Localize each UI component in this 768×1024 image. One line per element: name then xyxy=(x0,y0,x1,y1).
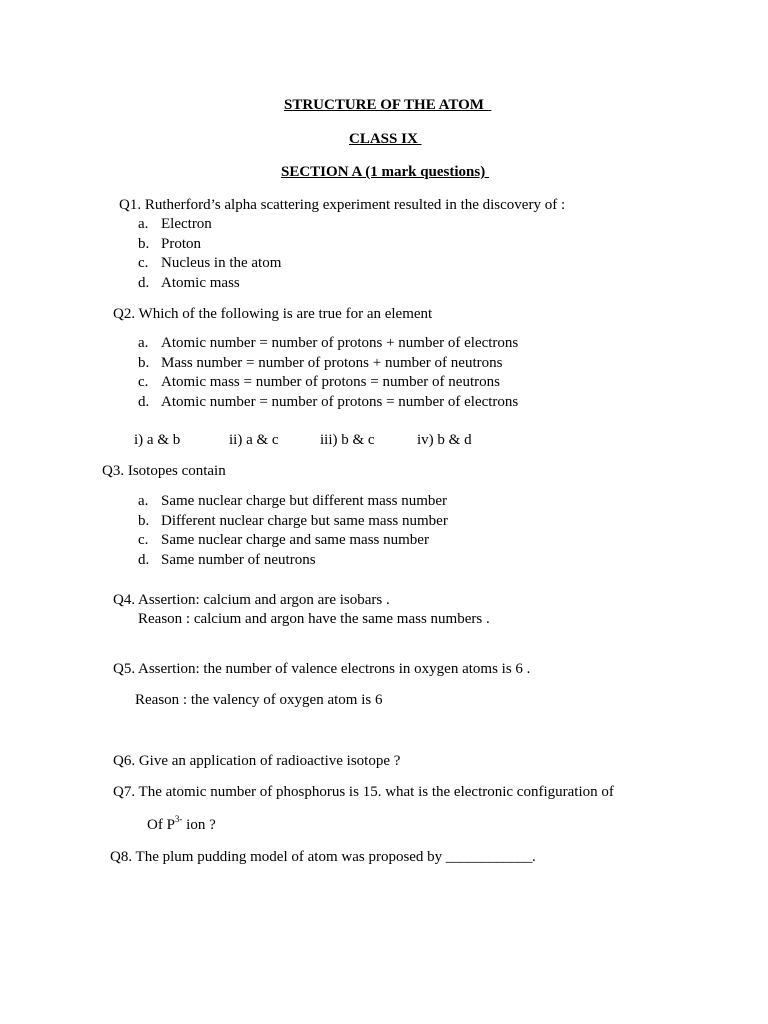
option-item xyxy=(138,334,518,354)
option-item xyxy=(138,373,518,393)
worksheet-title: STRUCTURE OF THE ATOM xyxy=(284,97,492,113)
option-item xyxy=(138,512,448,532)
option-text: Atomic mass xyxy=(161,274,240,291)
option-text: Same nuclear charge and same mass number xyxy=(161,532,429,548)
reason-label: Reason : xyxy=(138,611,191,627)
option-marker: a. xyxy=(138,216,149,232)
question-4-reason xyxy=(138,610,490,628)
ion-prefix: Of P xyxy=(147,817,175,833)
question-1-options xyxy=(138,215,281,293)
option-marker: d. xyxy=(138,274,150,291)
reason-text: the valency of oxygen atom is 6 xyxy=(187,692,383,708)
option-text: Same nuclear charge but different mass number xyxy=(161,493,448,509)
question-4-assertion xyxy=(113,591,390,609)
option-text: Nucleus in the atom xyxy=(161,255,282,271)
reason-label: Reason : xyxy=(135,692,188,708)
class-heading: CLASS IX xyxy=(349,131,422,147)
question-3-options xyxy=(138,492,448,570)
question-1: Q1. Rutherford’s alpha scattering experiment resulted in the discovery of : xyxy=(119,197,566,213)
option-item xyxy=(138,531,448,551)
question-5-assertion xyxy=(113,660,530,678)
fill-in-blank: ____________. xyxy=(442,849,536,865)
assertion-label: Q4. Assertion: xyxy=(113,592,200,608)
option-item xyxy=(138,492,448,512)
answer-choice: iv) b & d xyxy=(417,432,472,448)
ion-suffix: ion ? xyxy=(182,817,216,833)
option-text: Atomic number = number of protons = number of electrons xyxy=(161,393,519,410)
option-marker: d. xyxy=(138,393,150,410)
option-text: Electron xyxy=(161,216,212,232)
assertion-label: Q5. Assertion: xyxy=(113,661,200,677)
option-text: Proton xyxy=(161,235,202,252)
option-text: Atomic mass = number of protons = number of neutrons xyxy=(161,374,500,390)
option-text: Same number of neutrons xyxy=(161,551,316,568)
option-marker: a. xyxy=(138,335,149,351)
option-marker: b. xyxy=(138,512,150,529)
question-5-reason xyxy=(135,691,382,709)
option-item xyxy=(138,215,281,235)
option-item xyxy=(138,551,448,571)
option-text: Different nuclear charge but same mass number xyxy=(161,512,448,529)
question-8-text: Q8. The plum pudding model of atom was proposed by xyxy=(110,849,443,865)
question-6: Q6. Give an application of radioactive isotope ? xyxy=(113,753,401,769)
option-marker: c. xyxy=(138,374,149,390)
question-2: Q2. Which of the following is are true for an element xyxy=(113,306,433,322)
option-item xyxy=(138,393,518,413)
assertion-text: the number of valence electrons in oxygen atoms is 6 . xyxy=(199,661,531,677)
assertion-text: calcium and argon are isobars . xyxy=(199,592,390,608)
option-item xyxy=(138,274,281,294)
answer-choice: i) a & b xyxy=(134,432,181,448)
reason-text: calcium and argon have the same mass numbers . xyxy=(190,611,490,627)
option-item xyxy=(138,254,281,274)
ion-charge: 3- xyxy=(174,814,183,824)
option-text: Atomic number = number of protons + number of electrons xyxy=(161,335,519,351)
option-marker: a. xyxy=(138,493,149,509)
question-3: Q3. Isotopes contain xyxy=(102,463,226,479)
answer-choice: iii) b & c xyxy=(320,432,375,448)
option-text: Mass number = number of protons + number of neutrons xyxy=(161,354,503,371)
option-marker: d. xyxy=(138,551,150,568)
option-marker: b. xyxy=(138,235,150,252)
question-7: Q7. The atomic number of phosphorus is 15. what is the electronic configuration of xyxy=(113,784,614,800)
answer-choice: ii) a & c xyxy=(229,432,279,448)
option-marker: c. xyxy=(138,532,149,548)
option-item xyxy=(138,354,518,374)
question-8 xyxy=(110,848,536,866)
section-heading: SECTION A (1 mark questions) xyxy=(281,164,489,180)
question-7-continuation xyxy=(147,816,216,834)
option-item xyxy=(138,235,281,255)
question-2-options xyxy=(138,334,518,412)
option-marker: b. xyxy=(138,354,150,371)
option-marker: c. xyxy=(138,255,149,271)
